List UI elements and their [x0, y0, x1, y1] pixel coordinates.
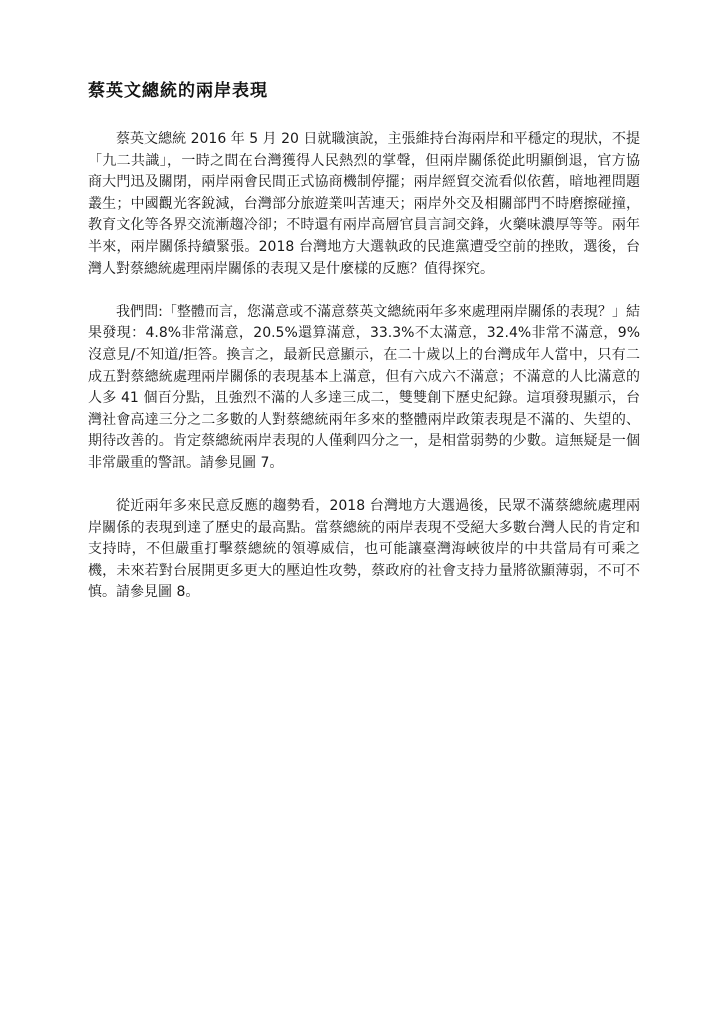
- document-body: [88, 129, 640, 626]
- paragraph-intro: 蔡英文總統 2016 年 5 月 20 日就職演說，主張維持台海兩岸和平穩定的現狀，不提「九二共識」，一時之間在台灣獲得人民熱烈的掌聲，但兩岸關係從此明顯倒退，官方協商大門迅及關閉，兩岸兩會民間正式協商機制停擺；兩岸經貿交流看似依舊，暗地裡問題叢生；中國觀光客銳減，台灣部分旅遊業叫苦連天；兩岸外交及相關部門不時磨擦碰撞，教育文化等各界交流漸趨冷卻；不時還有兩岸高層官員言詞交鋒，火藥味濃厚等等。兩年半來，兩岸關係持續緊張。2018 台灣地方大選執政的民進黨遭受空前的挫敗，選後，台灣人對蔡總統處理兩岸關係的表現又是什麼樣的反應？值得探究。: [88, 131, 640, 277]
- document-title: 蔡英文總統的兩岸表現: [88, 81, 268, 101]
- paragraph-survey-results: 我們問:「整體而言，您滿意或不滿意蔡英文總統兩年多來處理兩岸關係的表現？」結果發現：4.8%非常滿意，20.5%還算滿意，33.3%不太滿意，32.4%非常不滿意，9%沒意見/不知道/拒答。換言之，最新民意顯示，在二十歲以上的台灣成年人當中，只有二成五對蔡總統處理兩岸關係的表現基本上滿意，但有六成六不滿意；不滿意的人比滿意的人多 41 個百分點，且強烈不滿的人多達三成二，雙雙創下歷史紀錄。這項發現顯示，台灣社會高達三分之二多數的人對蔡總統兩年多來的整體兩岸政策表現是不滿的、失望的、期待改善的。肯定蔡總統兩岸表現的人僅剩四分之一，是相當弱勢的少數。這無疑是一個非常嚴重的警訊。請參見圖 7。: [88, 303, 640, 471]
- paragraph-trend: 從近兩年多來民意反應的趨勢看，2018 台灣地方大選過後，民眾不滿蔡總統處理兩岸關係的表現到達了歷史的最高點。當蔡總統的兩岸表現不受絕大多數台灣人民的肯定和支持時，不但嚴重打擊蔡總統的領導威信，也可能讓臺灣海峽彼岸的中共當局有可乘之機，未來若對台展開更多更大的壓迫性攻勢，蔡政府的社會支持力量將欲顯薄弱，不可不慎。請參見圖 8。: [88, 498, 640, 601]
